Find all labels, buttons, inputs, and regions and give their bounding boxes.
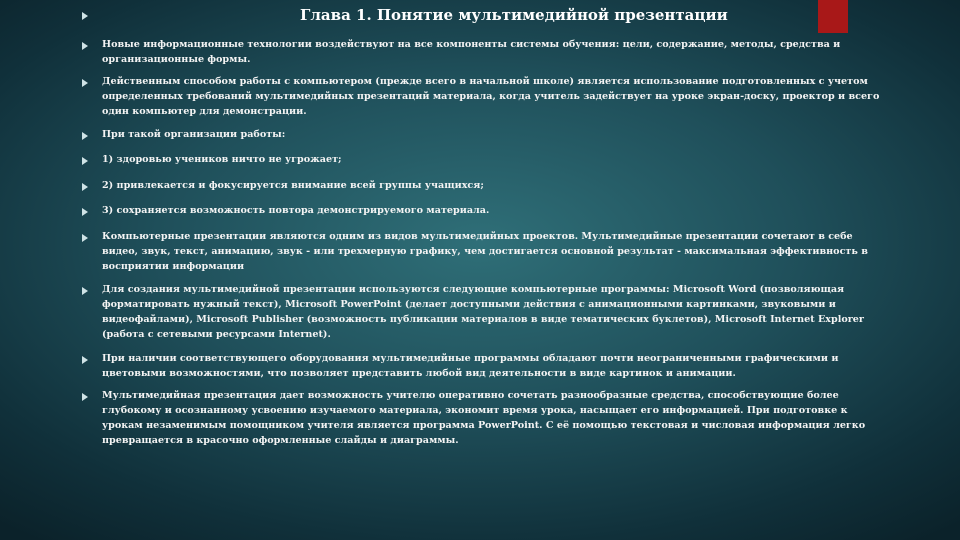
paragraph: При такой организации работы: [102,129,286,140]
paragraph: 2) привлекается и фокусируется внимание всей группы учащихся; [102,180,484,191]
paragraph: Мультимедийная презентация дает возможность учителю оперативно сочетать разнообразные средства, способствующие более глубокому и осознанному усвоению изучаемого материала, экономит время урока, насыщает его информацией. При подготовке к урокам незаменимым помощником учителя является программа PowerPoint. С её помощью текстовая и числовая информация легко превращается в красочно оформленные слайды и диаграммы. [102,390,866,446]
arrow-bullet-icon [82,356,88,364]
paragraph: Для создания мультимедийной презентации используются следующие компьютерные программы: Microsoft Word (позволяющая форматировать нужный текст), Microsoft PowerPoint (делает доступными действия с анимационными картинками, звуковыми и видеофайлами), Microsoft Publisher (возможность публикации материалов в виде тематических буклетов), Microsoft Internet Explorer (работа с сетевыми ресурсами Internet). [102,284,864,340]
arrow-bullet-icon [82,393,88,401]
arrow-bullet-icon [82,42,88,50]
arrow-bullet-icon [82,208,88,216]
slide-title: Глава 1. Понятие мультимедийной презентации [300,6,728,24]
arrow-bullet-icon [82,234,88,242]
arrow-bullet-icon [82,12,88,20]
paragraph: Компьютерные презентации являются одним из видов мультимедийных проектов. Мультимедийные презентации сочетают в себе видео, звук, текст, анимацию, звук - или трехмерную графику, чем достигается основной результат - максимальная эффективность в восприятии информации [102,231,868,272]
red-accent-bar [818,0,848,33]
paragraph: 1) здоровью учеников ничто не угрожает; [102,154,342,165]
arrow-bullet-icon [82,287,88,295]
paragraph: 3) сохраняется возможность повтора демонстрируемого материала. [102,205,490,216]
arrow-bullet-icon [82,79,88,87]
arrow-bullet-icon [82,132,88,140]
arrow-bullet-icon [82,183,88,191]
arrow-bullet-icon [82,157,88,165]
paragraph: При наличии соответствующего оборудования мультимедийные программы обладают почти неограниченными графическими и цветовыми возможностями, что позволяет представить любой вид деятельности в виде картинок и анимации. [102,353,839,379]
paragraph: Действенным способом работы с компьютером (прежде всего в начальной школе) является использование подготовленных с учетом определенных требований мультимедийных презентаций материала, когда учитель задействует на уроке экран-доску, проектор и всего один компьютер для демонстрации. [102,76,880,117]
paragraph: Новые информационные технологии воздействуют на все компоненты системы обучения: цели, содержание, методы, средства и организационные формы. [102,39,841,65]
